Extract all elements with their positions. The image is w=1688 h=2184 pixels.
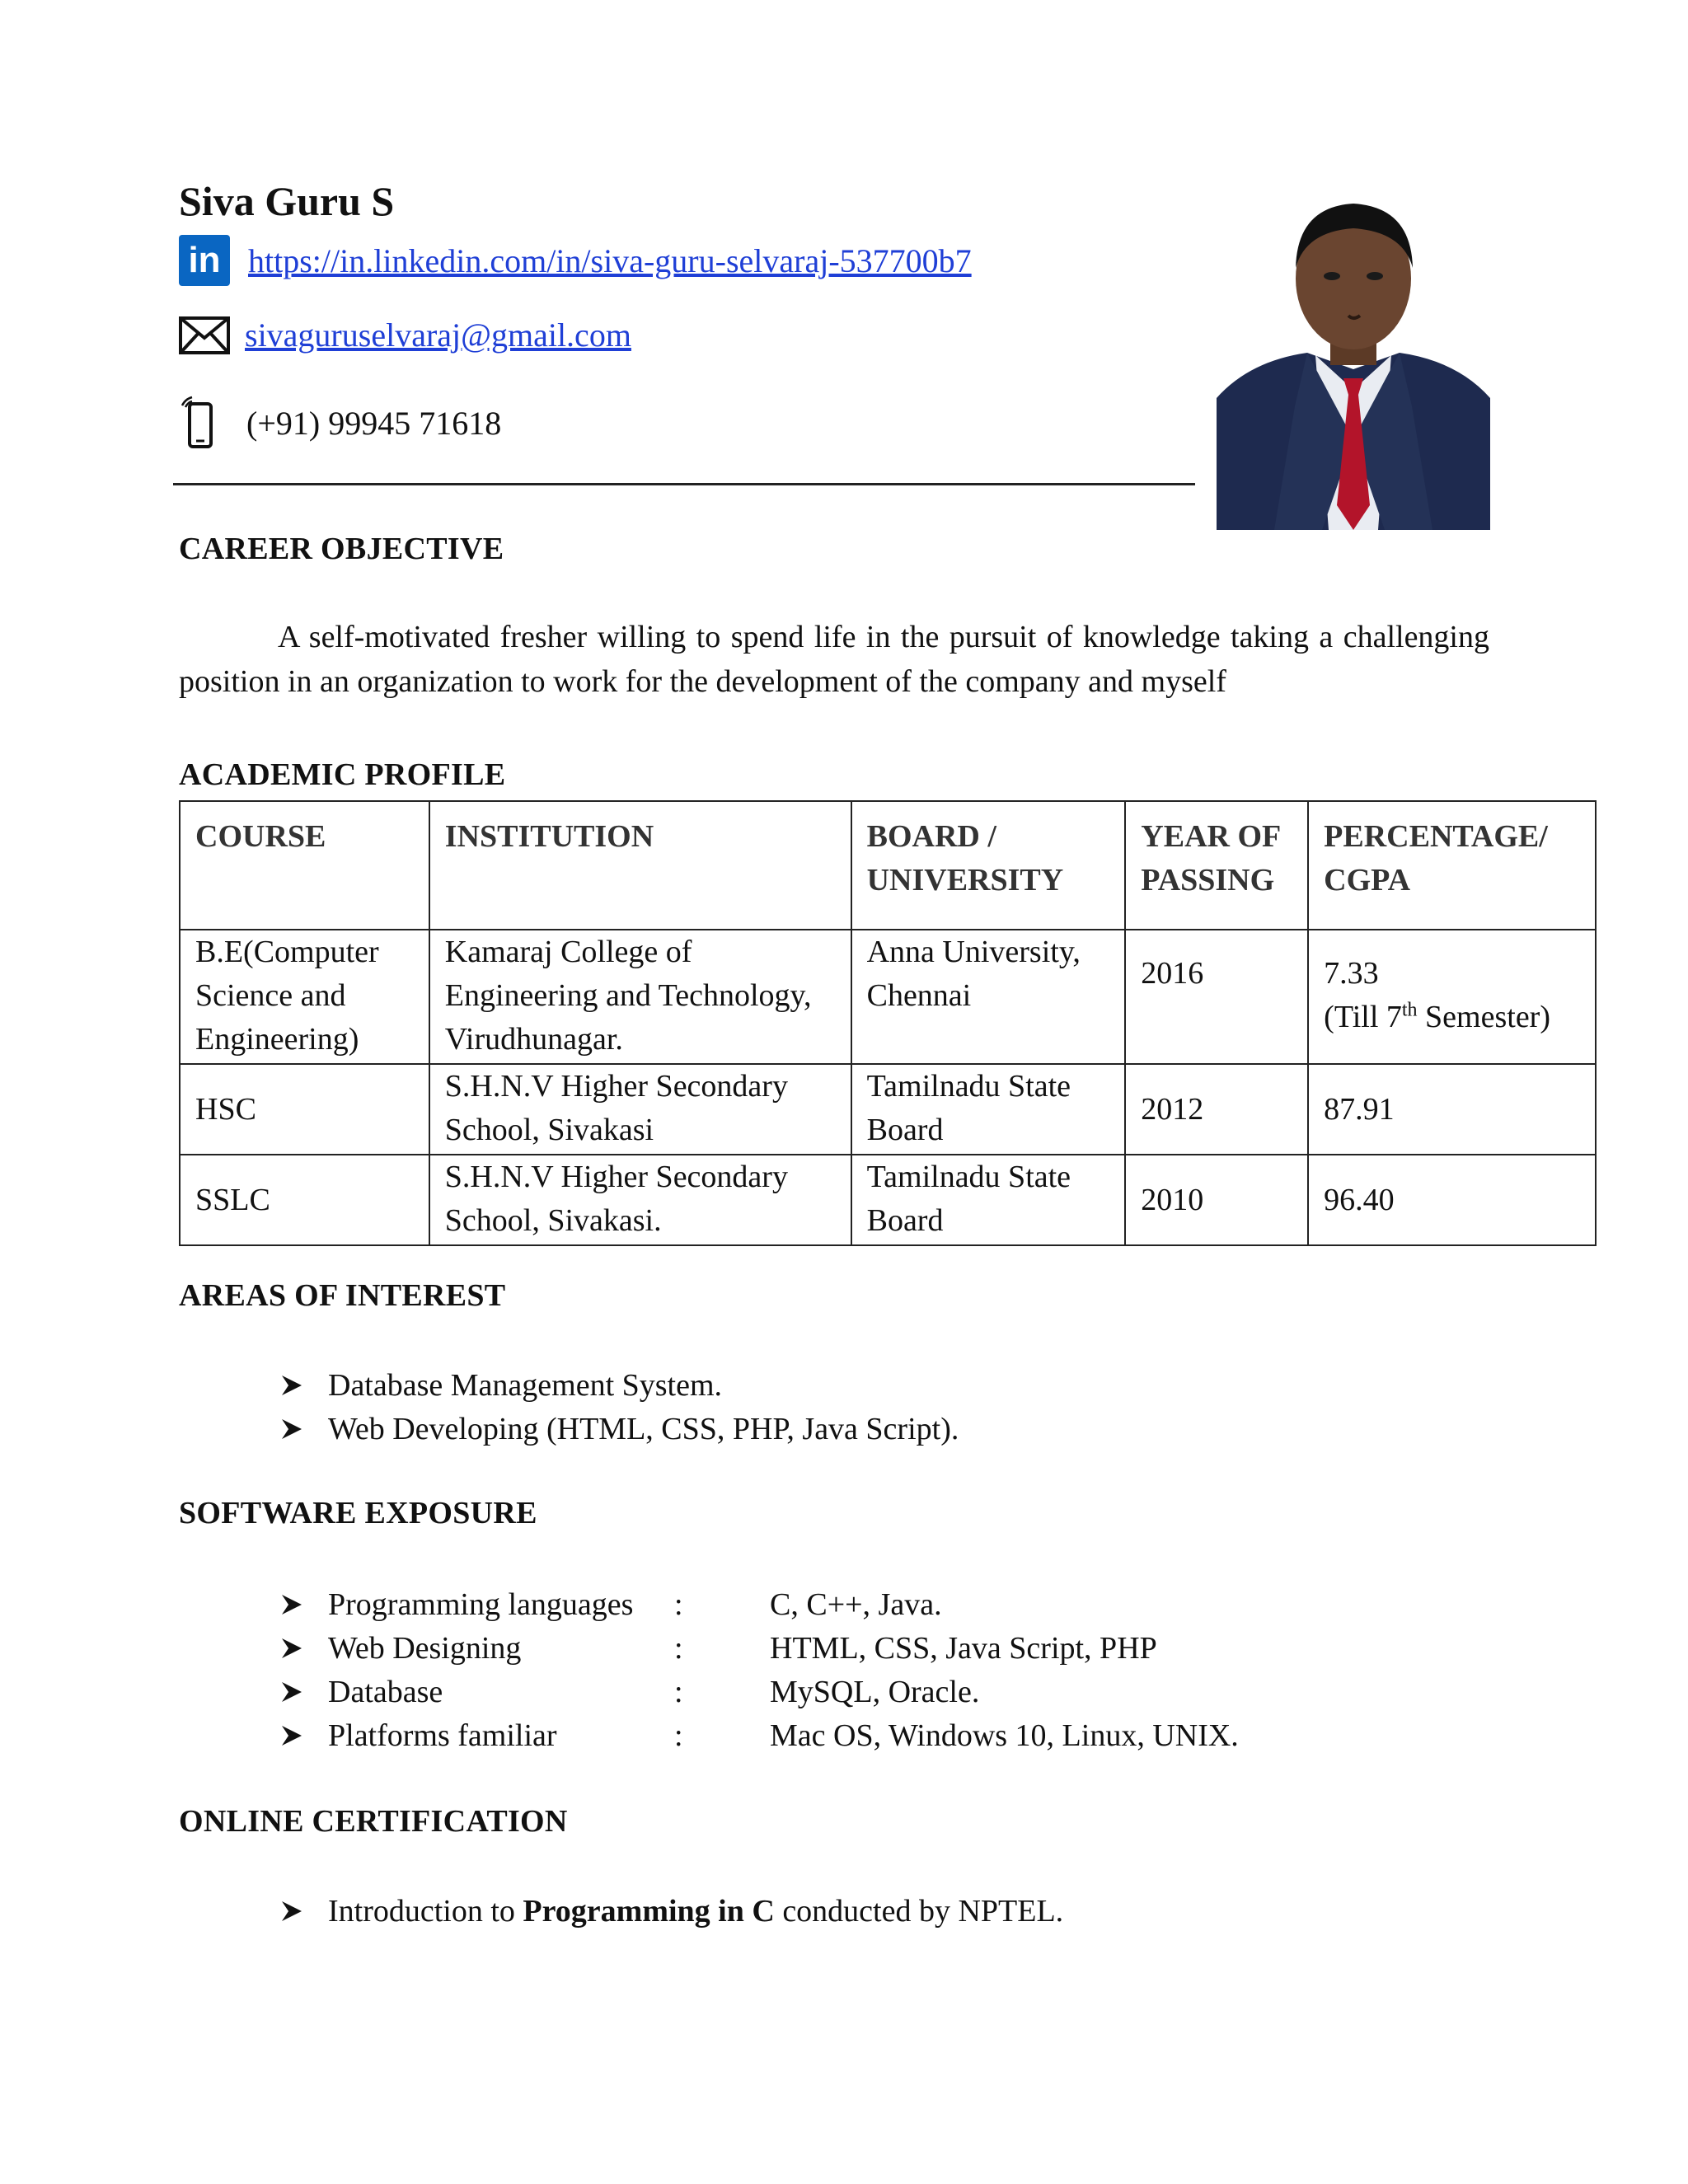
career-objective-heading: CAREER OBJECTIVE <box>179 532 504 566</box>
score-cell: 87.91 <box>1308 1064 1596 1155</box>
software-value: MySQL, Oracle. <box>770 1674 980 1709</box>
institution-cell: Kamaraj College of Engineering and Technology, Virudhunagar. <box>429 930 851 1064</box>
certification-list <box>279 1889 1063 1933</box>
email-link[interactable]: sivaguruselvaraj@gmail.com <box>245 316 631 354</box>
areas-of-interest-heading: AREAS OF INTEREST <box>179 1278 506 1313</box>
list-item: Web Designing : HTML, CSS, Java Script, PHP <box>279 1626 1239 1670</box>
arrow-bullet-icon <box>279 1635 305 1661</box>
mail-icon <box>179 316 230 354</box>
software-exposure-heading: SOFTWARE EXPOSURE <box>179 1496 537 1530</box>
column-header: BOARD / UNIVERSITY <box>851 801 1126 930</box>
career-objective-text: A self-motivated fresher willing to spend life in the pursuit of knowledge taking a challenging position in an organization to work for the development of the company and myself <box>179 620 1489 699</box>
course-cell: SSLC <box>180 1155 429 1245</box>
software-list <box>279 1582 1239 1757</box>
list-item: Database Management System. <box>279 1363 959 1407</box>
software-label: Platforms familiar <box>328 1718 557 1753</box>
course-cell: HSC <box>180 1064 429 1155</box>
year-cell: 2010 <box>1125 1155 1308 1245</box>
list-item: Database : MySQL, Oracle. <box>279 1670 1239 1713</box>
software-label: Database <box>328 1674 443 1709</box>
score-cell: 96.40 <box>1308 1155 1596 1245</box>
arrow-bullet-icon <box>279 1416 305 1442</box>
list-item: Platforms familiar : Mac OS, Windows 10, Linux, UNIX. <box>279 1713 1239 1757</box>
column-header: PERCENTAGE/ CGPA <box>1308 801 1596 930</box>
online-certification-heading: ONLINE CERTIFICATION <box>179 1804 568 1839</box>
table-header-row <box>180 801 1596 930</box>
column-header: YEAR OF PASSING <box>1125 801 1308 930</box>
phone-row <box>179 396 501 450</box>
institution-cell: S.H.N.V Higher Secondary School, Sivakasi. <box>429 1155 851 1245</box>
table-row <box>180 930 1596 1064</box>
linkedin-icon: in <box>179 235 230 286</box>
software-label: Programming languages <box>328 1586 634 1622</box>
column-header: INSTITUTION <box>429 801 851 930</box>
column-header: COURSE <box>180 801 429 930</box>
arrow-bullet-icon <box>279 1722 305 1749</box>
board-cell: Tamilnadu State Board <box>851 1155 1126 1245</box>
board-cell: Tamilnadu State Board <box>851 1064 1126 1155</box>
list-item: Web Developing (HTML, CSS, PHP, Java Script). <box>279 1407 959 1451</box>
course-cell: B.E(Computer Science and Engineering) <box>180 930 429 1064</box>
score-cell <box>1308 930 1596 1064</box>
arrow-bullet-icon <box>279 1372 305 1399</box>
score-note: (Till 7th Semester) <box>1324 999 1550 1034</box>
table-row <box>180 1155 1596 1245</box>
board-cell: Anna University, Chennai <box>851 930 1126 1064</box>
arrow-bullet-icon <box>279 1898 305 1924</box>
phone-number: (+91) 99945 71618 <box>246 404 502 442</box>
table-row <box>180 1064 1596 1155</box>
software-label: Web Designing <box>328 1630 522 1666</box>
software-value: C, C++, Java. <box>770 1586 942 1622</box>
academic-profile-heading: ACADEMIC PROFILE <box>179 757 506 792</box>
score-value: 7.33 <box>1324 956 1379 991</box>
email-row <box>179 316 631 354</box>
software-value: HTML, CSS, Java Script, PHP <box>770 1630 1157 1666</box>
profile-photo <box>1217 192 1490 530</box>
arrow-bullet-icon <box>279 1679 305 1705</box>
year-cell: 2016 <box>1125 930 1308 1064</box>
software-value: Mac OS, Windows 10, Linux, UNIX. <box>770 1718 1239 1753</box>
list-item: Programming languages : C, C++, Java. <box>279 1582 1239 1626</box>
list-item: Introduction to Programming in C conducted by NPTEL. <box>279 1889 1063 1933</box>
interest-list <box>279 1363 959 1451</box>
academic-table <box>179 800 1597 1246</box>
linkedin-link[interactable]: https://in.linkedin.com/in/siva-guru-selvaraj-537700b7 <box>248 241 972 279</box>
linkedin-row <box>179 235 972 286</box>
header-divider <box>173 483 1195 485</box>
candidate-name: Siva Guru S <box>179 178 395 224</box>
institution-cell: S.H.N.V Higher Secondary School, Sivakasi <box>429 1064 851 1155</box>
phone-icon <box>179 396 220 450</box>
certification-course: Programming in C <box>523 1893 775 1929</box>
year-cell: 2012 <box>1125 1064 1308 1155</box>
arrow-bullet-icon <box>279 1591 305 1618</box>
